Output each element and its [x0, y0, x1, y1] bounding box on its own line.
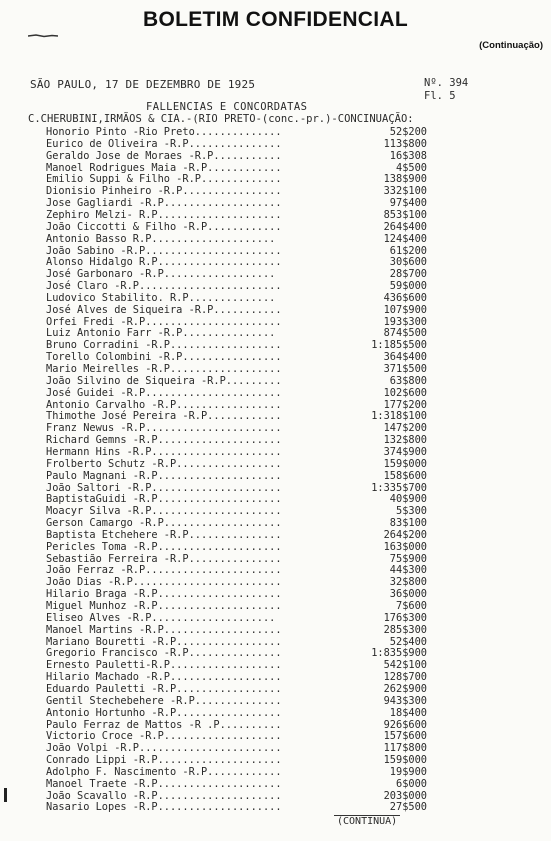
list-item — [0, 434, 551, 446]
list-item — [0, 671, 551, 683]
list-item — [0, 458, 551, 470]
creditor-name: João Saltori -R.P..................... — [46, 481, 282, 494]
creditor-name: Alonso Hidalgo R.P.................... — [46, 256, 282, 269]
list-item — [0, 505, 551, 517]
creditor-amount: 853$100 — [383, 208, 427, 221]
creditor-amount: 18$400 — [389, 706, 427, 719]
creditor-amount: 1:335$700 — [371, 481, 427, 494]
list-item — [0, 185, 551, 197]
creditor-amount: 113$800 — [383, 137, 427, 150]
creditor-name: Ernesto Pauletti-R.P.................. — [46, 659, 282, 672]
creditor-amount: 264$400 — [383, 220, 427, 233]
list-item — [0, 256, 551, 268]
creditor-amount: 36$000 — [389, 588, 427, 601]
list-item — [0, 482, 551, 494]
creditor-amount: 157$600 — [383, 730, 427, 743]
creditor-name: Conrado Lippi -R.P.................... — [46, 754, 282, 767]
list-item — [0, 754, 551, 766]
creditor-amount: 30$600 — [389, 256, 427, 269]
list-item — [0, 233, 551, 245]
creditor-amount: 177$200 — [383, 398, 427, 411]
list-item — [0, 351, 551, 363]
creditor-amount: 1:185$500 — [371, 339, 427, 352]
list-item — [0, 280, 551, 292]
creditor-amount: 19$900 — [389, 765, 427, 778]
creditor-amount: 542$100 — [383, 659, 427, 672]
list-item — [0, 375, 551, 387]
list-item — [0, 659, 551, 671]
creditor-amount: 285$300 — [383, 623, 427, 636]
pen-mark-icon — [28, 34, 58, 38]
creditor-amount: 193$300 — [383, 315, 427, 328]
creditor-amount: 158$600 — [383, 469, 427, 482]
creditor-amount: 128$700 — [383, 671, 427, 684]
creditor-name: Bruno Corradini -R.P.................. — [46, 339, 282, 352]
list-item — [0, 162, 551, 174]
creditor-name: Adolpho F. Nascimento -R.P............ — [46, 765, 282, 778]
list-item — [0, 138, 551, 150]
margin-mark — [4, 788, 7, 802]
creditor-name: Frolberto Schutz -R.P................. — [46, 457, 282, 470]
creditor-amount: 264$200 — [383, 528, 427, 541]
creditor-name: Victorio Croce -R.P................... — [46, 730, 282, 743]
creditor-name: Orfei Fredi -R.P...................... — [46, 315, 282, 328]
creditor-name: João Silvino de Siqueira -R.P......... — [46, 374, 282, 387]
list-item — [0, 612, 551, 624]
list-item — [0, 529, 551, 541]
creditor-name: Hilario Braga -R.P.................... — [46, 588, 282, 601]
bulletin-title: BOLETIM CONFIDENCIAL — [143, 8, 408, 31]
creditor-amount: 159$000 — [383, 457, 427, 470]
creditor-amount: 102$600 — [383, 386, 427, 399]
creditor-amount: 147$200 — [383, 422, 427, 435]
folio-number: Fl. 5 — [424, 90, 456, 102]
list-item — [0, 801, 551, 813]
creditor-name: Geraldo Jose de Moraes -R.P........... — [46, 149, 282, 162]
creditor-amount: 926$600 — [383, 718, 427, 731]
creditor-name: José Guidei -R.P...................... — [46, 386, 282, 399]
list-item — [0, 316, 551, 328]
creditor-amount: 374$900 — [383, 445, 427, 458]
creditor-amount: 124$400 — [383, 232, 427, 245]
creditor-name: Ludovico Stabilito. R.P.............. — [46, 291, 276, 304]
creditor-name: Eliseo Alves -R.P.................... — [46, 611, 276, 624]
list-item — [0, 588, 551, 600]
creditor-amount: 75$900 — [389, 552, 427, 565]
creditor-name: Luiz Antonio Farr -R.P............... — [46, 327, 276, 340]
list-item — [0, 600, 551, 612]
creditor-amount: 97$400 — [389, 197, 427, 210]
creditor-name: Gerson Camargo -R.P................... — [46, 517, 282, 530]
creditor-name: Antonio Carvalho -R.P................. — [46, 398, 282, 411]
creditor-amount: 364$400 — [383, 351, 427, 364]
list-item — [0, 647, 551, 659]
list-item — [0, 564, 551, 576]
list-item — [0, 517, 551, 529]
list-item — [0, 624, 551, 636]
list-item — [0, 221, 551, 233]
creditor-name: Franz Newus -R.P...................... — [46, 422, 282, 435]
creditor-amount: 7$600 — [396, 600, 427, 612]
list-item — [0, 209, 551, 221]
creditor-name: BaptistaGuidi -R.P.................... — [46, 493, 282, 506]
creditor-amount: 5$300 — [396, 505, 427, 518]
creditor-amount: 176$300 — [383, 611, 427, 624]
list-item — [0, 742, 551, 754]
section-heading: FALLENCIAS E CONCORDATAS — [146, 101, 308, 113]
creditor-name: Baptista Etchehere -R.P............... — [46, 528, 282, 541]
creditor-name: Manoel Martins -R.P................... — [46, 623, 282, 636]
creditor-name: Emilio Suppi & Filho -R.P............. — [46, 173, 282, 186]
creditor-amount: 262$900 — [383, 682, 427, 695]
creditor-name: João Dias -R.P........................ — [46, 576, 282, 589]
list-item — [0, 695, 551, 707]
list-item — [0, 683, 551, 695]
creditor-name: Hermann Hins -R.P..................... — [46, 445, 282, 458]
creditor-amount: 332$100 — [383, 185, 427, 198]
creditor-amount: 138$900 — [383, 173, 427, 186]
list-item — [0, 126, 551, 138]
creditor-name: Eduardo Pauletti -R.P................. — [46, 682, 282, 695]
creditor-name: Moacyr Silva -R.P..................... — [46, 505, 282, 518]
creditor-name: João Sabino -R.P...................... — [46, 244, 282, 257]
list-item — [0, 245, 551, 257]
list-item — [0, 399, 551, 411]
creditor-amount: 107$900 — [383, 303, 427, 316]
list-item — [0, 707, 551, 719]
creditor-name: Dionisio Pinheiro -R.P................ — [46, 185, 282, 198]
creditor-name: Antonio Hortunho -R.P................. — [46, 706, 282, 719]
creditor-amount: 6$000 — [396, 777, 427, 790]
creditor-amount: 132$800 — [383, 434, 427, 447]
creditor-amount: 1:835$900 — [371, 647, 427, 660]
list-item — [0, 422, 551, 434]
continua-label: (CONTINUA) — [334, 815, 400, 827]
creditor-amount: 32$800 — [389, 576, 427, 589]
list-item — [0, 636, 551, 648]
continuation-label: (Continuação) — [479, 40, 543, 51]
creditor-name: Eurico de Oliveira -R.P............... — [46, 137, 282, 150]
creditor-name: José Garbonaro -R.P.................. — [46, 268, 276, 281]
list-item — [0, 493, 551, 505]
creditor-amount: 943$300 — [383, 694, 427, 707]
creditor-name: Zephiro Melzi- R.P.................... — [46, 208, 282, 221]
creditor-amount: 16$308 — [389, 149, 427, 162]
creditor-amount: 61$200 — [389, 244, 427, 257]
creditor-amount: 83$100 — [389, 517, 427, 530]
creditor-amount: 59$000 — [389, 280, 427, 293]
creditor-name: Manoel Rodrigues Maia -R.P............ — [46, 161, 282, 174]
list-item — [0, 719, 551, 731]
list-item — [0, 790, 551, 802]
list-item — [0, 292, 551, 304]
creditor-amount: 4$500 — [396, 161, 427, 174]
list-item — [0, 197, 551, 209]
list-item — [0, 387, 551, 399]
creditor-name: Paulo Magnani -R.P.................... — [46, 469, 282, 482]
creditor-name: José Alves de Siqueira -R.P........... — [46, 303, 282, 316]
creditor-name: Torello Colombini -R.P................ — [46, 351, 282, 364]
creditor-name: Paulo Ferraz de Mattos -R .P.......... — [46, 718, 282, 731]
list-item — [0, 304, 551, 316]
creditor-name: Richard Gemns -R.P.................... — [46, 434, 282, 447]
creditor-amount: 1:318$100 — [371, 410, 427, 423]
creditor-amount: 117$800 — [383, 742, 427, 755]
creditor-name: João Ciccotti & Filho -R.P............ — [46, 220, 282, 233]
list-item — [0, 327, 551, 339]
creditor-amount: 52$400 — [389, 635, 427, 648]
creditor-amount: 40$900 — [389, 493, 427, 506]
creditor-amount: 436$600 — [383, 291, 427, 304]
list-item — [0, 410, 551, 422]
creditor-name: Gentil Stechebehere -R.P.............. — [46, 694, 282, 707]
list-item — [0, 363, 551, 375]
creditor-amount: 44$300 — [389, 564, 427, 577]
creditor-name: Mario Meirelles -R.P.................. — [46, 363, 282, 375]
list-item — [0, 470, 551, 482]
issue-number-block — [424, 77, 468, 103]
creditor-name: Gregorio Francisco -R.P............... — [46, 647, 282, 660]
creditor-amount: 28$700 — [389, 268, 427, 281]
creditor-name: Manoel Traete -R.P.................... — [46, 777, 282, 790]
creditor-name: Jose Gagliardi -R.P................... — [46, 197, 282, 210]
creditor-amount: 63$800 — [389, 374, 427, 387]
creditor-name: Pericles Toma -R.P.................... — [46, 540, 282, 553]
list-item — [0, 268, 551, 280]
creditor-name: João Ferraz -R.P...................... — [46, 564, 282, 577]
creditor-name: Nasario Lopes -R.P.................... — [46, 801, 282, 814]
creditor-amount: 163$000 — [383, 540, 427, 553]
list-item — [0, 150, 551, 162]
firm-line: C.CHERUBINI,IRMÃOS & CIA.-(RIO PRETO-(conc.-pr.)-CONCINUAÇÃO: — [28, 113, 414, 125]
issue-number: Nº. 394 — [424, 77, 469, 89]
creditor-name: Antonio Basso R.P.................... — [46, 232, 276, 245]
dateline: SÃO PAULO, 17 DE DEZEMBRO DE 1925 — [30, 78, 256, 91]
list-item — [0, 576, 551, 588]
list-item — [0, 446, 551, 458]
creditor-name: José Claro -R.P....................... — [46, 280, 282, 293]
creditor-amount: 874$500 — [383, 327, 427, 340]
list-item — [0, 541, 551, 553]
creditor-name: Honorio Pinto -Rio Preto.............. — [46, 126, 282, 138]
creditor-amount: 27$500 — [389, 801, 427, 814]
creditor-amount: 159$000 — [383, 754, 427, 767]
list-item — [0, 173, 551, 185]
list-item — [0, 339, 551, 351]
creditor-name: João Volpi -R.P....................... — [46, 742, 282, 755]
creditor-amount: 371$500 — [383, 363, 427, 375]
creditor-name: Hilario Machado -R.P.................. — [46, 671, 282, 684]
list-item — [0, 766, 551, 778]
creditor-name: Sebastião Ferreira -R.P............... — [46, 552, 282, 565]
list-item — [0, 730, 551, 742]
creditor-name: Miguel Munhoz -R.P.................... — [46, 600, 282, 612]
creditor-name: João Scavallo -R.P.................... — [46, 789, 282, 802]
creditor-amount: 52$200 — [389, 126, 427, 138]
creditor-amount: 203$000 — [383, 789, 427, 802]
list-item — [0, 778, 551, 790]
creditor-name: Thimothe José Pereira -R.P............ — [46, 410, 282, 423]
list-item — [0, 553, 551, 565]
creditor-name: Mariano Bouretti -R.P................. — [46, 635, 282, 648]
